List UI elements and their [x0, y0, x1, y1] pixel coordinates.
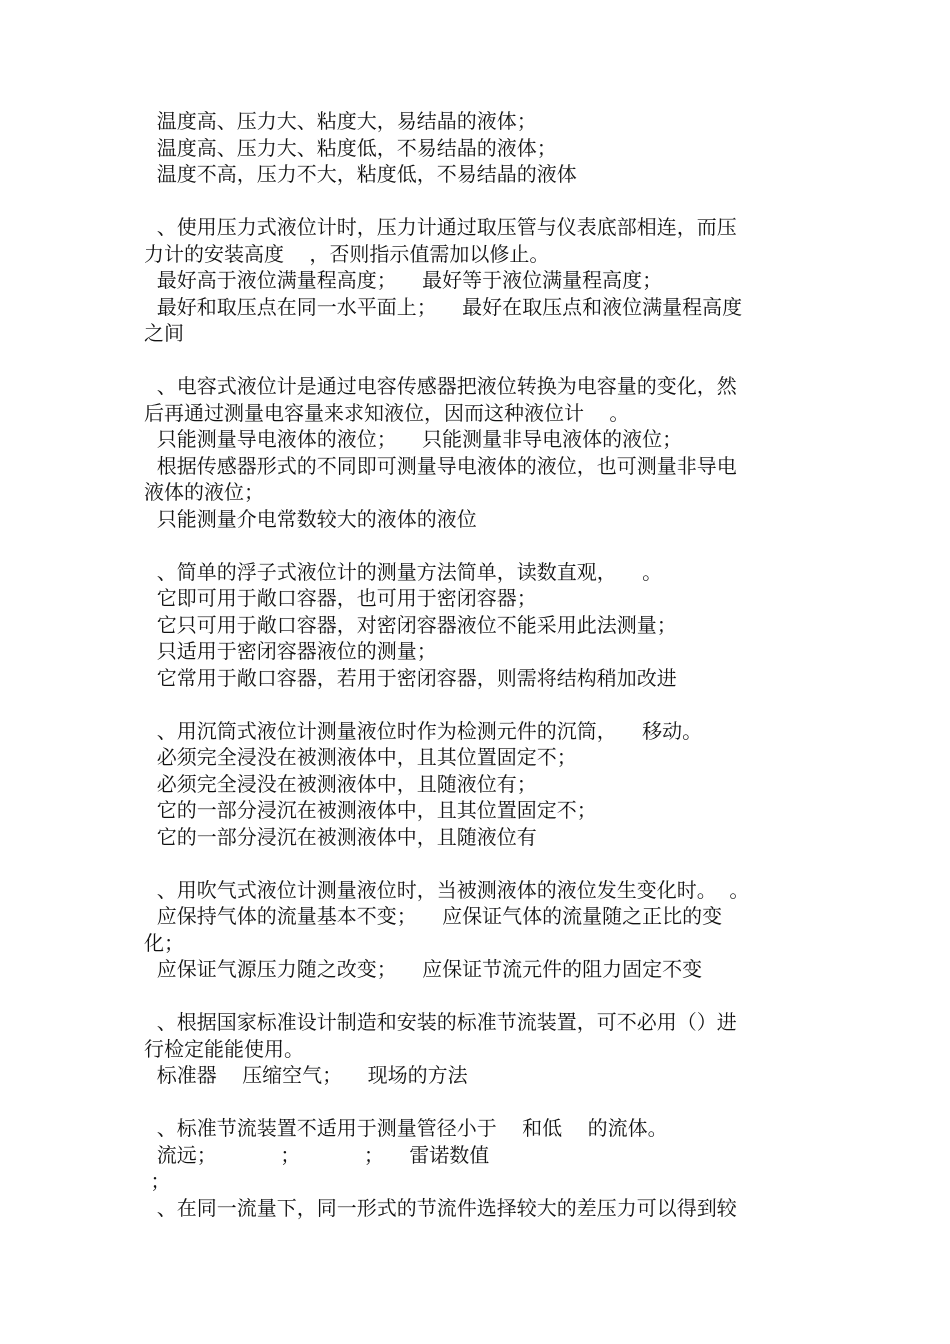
text-line: 最好高于液位满量程高度； 最好等于液位满量程高度； [144, 268, 663, 292]
text-line: 应保持气体的流量基本不变； 应保证气体的流量随之正比的变 [144, 904, 723, 928]
document-body [144, 108, 809, 1221]
question-block [144, 214, 809, 347]
paragraph-gap [144, 1089, 809, 1116]
paragraph-gap [144, 532, 809, 559]
text-line: 温度高、压力大、粘度低，不易结晶的液体； [144, 135, 557, 160]
text-line: 、使用压力式液位计时，压力计通过取压管与仪表底部相连，而压 [144, 215, 737, 239]
text-line: 它的一部分浸沉在被测液体中，且其位置固定不； [144, 798, 597, 822]
text-line: 、在同一流量下，同一形式的节流件选择较大的差压力可以得到较 [144, 1195, 737, 1220]
paragraph-gap [144, 347, 809, 374]
paragraph-gap [144, 691, 809, 718]
text-line: 温度高、压力大、粘度大，易结晶的液体； [144, 109, 537, 133]
question-block [144, 877, 809, 983]
option-group [144, 108, 809, 188]
paragraph-gap [144, 850, 809, 877]
text-line: 它只可用于敞口容器，对密闭容器液位不能采用此法测量； [144, 612, 677, 637]
text-line: 应保证气源压力随之改变； 应保证节流元件的阻力固定不变 [144, 957, 703, 981]
question-block [144, 718, 809, 851]
paragraph-gap [144, 983, 809, 1010]
question-block [144, 1009, 809, 1089]
text-line: ； [144, 1169, 171, 1193]
text-line: 只能测量介电常数较大的液体的液位 [144, 506, 477, 531]
question-block [144, 373, 809, 532]
text-line: 、电容式液位计是通过电容传感器把液位转换为电容量的变化，然 [144, 374, 737, 398]
text-line: 液体的液位； [144, 480, 264, 504]
text-line: 根据传感器形式的不同即可测量导电液体的液位，也可测量非导电 [144, 453, 737, 478]
text-line: 、用吹气式液位计测量液位时，当被测液体的液位发生变化时。 。 [144, 877, 750, 902]
text-line: 它的一部分浸沉在被测液体中，且随液位有 [144, 824, 537, 849]
question-block [144, 1115, 809, 1221]
text-line: 后再通过测量电容量来求知液位，因而这种液位计 。 [144, 400, 630, 425]
text-line: 必须完全浸没在被测液体中，且其位置固定不； [144, 745, 577, 769]
text-line: 行检定能能使用。 [144, 1036, 304, 1061]
text-line: 、用沉筒式液位计测量液位时作为检测元件的沉筒， 移动。 [144, 718, 703, 743]
text-line: 、标准节流装置不适用于测量管径小于 和低 的流体。 [144, 1116, 668, 1140]
text-line: 最好和取压点在同一水平面上； 最好在取压点和液位满量程高度 [144, 294, 743, 319]
text-line: 只适用于密闭容器液位的测量； [144, 639, 437, 663]
text-line: 只能测量导电液体的液位； 只能测量非导电液体的液位； [144, 427, 683, 451]
text-line: 它即可用于敞口容器，也可用于密闭容器； [144, 586, 537, 610]
text-line: 流远； ； ； 雷诺数值 [144, 1142, 490, 1167]
text-line: 温度不高，压力不大，粘度低，不易结晶的液体 [144, 162, 577, 186]
text-line: 、简单的浮子式液位计的测量方法简单，读数直观， 。 [144, 559, 663, 584]
text-line: 必须完全浸没在被测液体中，且随液位有； [144, 771, 537, 796]
text-line: 力计的安装高度 ，否则指示值需加以修止。 [144, 241, 550, 266]
text-line: 化； [144, 930, 184, 955]
text-line: 、根据国家标准设计制造和安装的标准节流装置，可不必用（）进 [144, 1010, 737, 1034]
text-line: 它常用于敞口容器，若用于密闭容器，则需将结构稍加改进 [144, 665, 677, 690]
paragraph-gap [144, 188, 809, 215]
text-line: 标准器 压缩空气； 现场的方法 [144, 1063, 468, 1087]
question-block [144, 559, 809, 692]
text-line: 之间 [144, 321, 184, 345]
